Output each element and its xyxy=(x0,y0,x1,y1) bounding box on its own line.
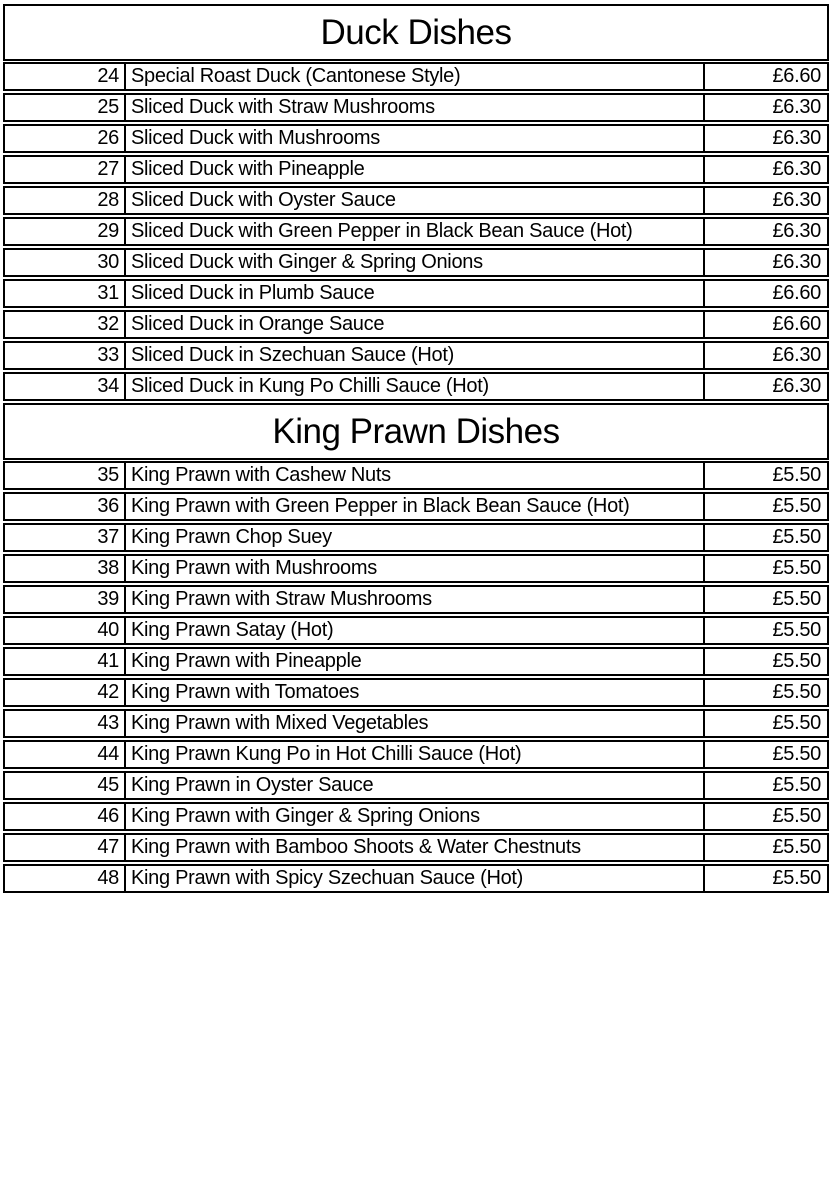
menu-item-row xyxy=(3,310,829,339)
item-number: 45 xyxy=(5,773,126,798)
item-name: King Prawn in Oyster Sauce xyxy=(131,774,374,796)
item-number: 33 xyxy=(5,343,126,368)
item-name: King Prawn Kung Po in Hot Chilli Sauce (Hot) xyxy=(131,743,522,765)
item-price: £6.30 xyxy=(703,343,827,368)
item-price: £5.50 xyxy=(703,711,827,736)
menu-item-row xyxy=(3,248,829,277)
item-number: 28 xyxy=(5,188,126,213)
item-number: 34 xyxy=(5,374,126,399)
item-number: 46 xyxy=(5,804,126,829)
item-price: £6.60 xyxy=(703,64,827,89)
menu-item-row xyxy=(3,217,829,246)
item-number: 40 xyxy=(5,618,126,643)
menu-item-row xyxy=(3,771,829,800)
section-title: Duck Dishes xyxy=(3,4,829,61)
item-name: King Prawn with Pineapple xyxy=(131,650,362,672)
item-number: 48 xyxy=(5,866,126,891)
menu-item-row xyxy=(3,93,829,122)
item-name: Special Roast Duck (Cantonese Style) xyxy=(131,65,461,87)
item-name: Sliced Duck with Straw Mushrooms xyxy=(131,96,435,118)
menu-section xyxy=(3,403,829,893)
item-price: £6.30 xyxy=(703,95,827,120)
menu-item-row xyxy=(3,802,829,831)
item-name: King Prawn with Mixed Vegetables xyxy=(131,712,429,734)
item-number: 32 xyxy=(5,312,126,337)
menu-item-row xyxy=(3,186,829,215)
menu-item-row xyxy=(3,341,829,370)
item-name: Sliced Duck in Kung Po Chilli Sauce (Hot) xyxy=(131,375,489,397)
menu-item-row xyxy=(3,62,829,91)
item-number: 47 xyxy=(5,835,126,860)
menu-item-row xyxy=(3,647,829,676)
menu-item-row xyxy=(3,709,829,738)
item-number: 31 xyxy=(5,281,126,306)
item-name: Sliced Duck in Szechuan Sauce (Hot) xyxy=(131,344,454,366)
menu-item-row xyxy=(3,492,829,521)
item-price: £5.50 xyxy=(703,494,827,519)
item-price: £5.50 xyxy=(703,556,827,581)
item-number: 25 xyxy=(5,95,126,120)
item-name: Sliced Duck with Green Pepper in Black Bean Sauce (Hot) xyxy=(131,220,633,242)
item-price: £5.50 xyxy=(703,463,827,488)
item-price: £5.50 xyxy=(703,835,827,860)
menu-item-row xyxy=(3,864,829,893)
item-price: £6.60 xyxy=(703,281,827,306)
item-name: King Prawn Satay (Hot) xyxy=(131,619,334,641)
item-price: £5.50 xyxy=(703,804,827,829)
item-name: King Prawn Chop Suey xyxy=(131,526,332,548)
item-name: King Prawn with Cashew Nuts xyxy=(131,464,391,486)
item-number: 39 xyxy=(5,587,126,612)
menu-item-row xyxy=(3,124,829,153)
item-number: 41 xyxy=(5,649,126,674)
menu-item-row xyxy=(3,616,829,645)
item-number: 24 xyxy=(5,64,126,89)
menu-item-row xyxy=(3,740,829,769)
menu-item-row xyxy=(3,585,829,614)
item-price: £6.30 xyxy=(703,157,827,182)
item-number: 26 xyxy=(5,126,126,151)
item-number: 44 xyxy=(5,742,126,767)
item-name: King Prawn with Mushrooms xyxy=(131,557,377,579)
item-price: £6.30 xyxy=(703,250,827,275)
item-number: 35 xyxy=(5,463,126,488)
menu-item-row xyxy=(3,833,829,862)
item-name: King Prawn with Bamboo Shoots & Water Chestnuts xyxy=(131,836,581,858)
item-price: £6.30 xyxy=(703,219,827,244)
item-number: 43 xyxy=(5,711,126,736)
item-name: Sliced Duck with Pineapple xyxy=(131,158,365,180)
item-number: 29 xyxy=(5,219,126,244)
item-price: £5.50 xyxy=(703,773,827,798)
item-name: King Prawn with Green Pepper in Black Bean Sauce (Hot) xyxy=(131,495,630,517)
item-name: King Prawn with Spicy Szechuan Sauce (Hot) xyxy=(131,867,524,889)
item-name: Sliced Duck in Plumb Sauce xyxy=(131,282,375,304)
item-price: £5.50 xyxy=(703,587,827,612)
section-title: King Prawn Dishes xyxy=(3,403,829,460)
item-number: 37 xyxy=(5,525,126,550)
item-name: Sliced Duck in Orange Sauce xyxy=(131,313,385,335)
item-number: 27 xyxy=(5,157,126,182)
menu-item-row xyxy=(3,523,829,552)
item-price: £6.30 xyxy=(703,188,827,213)
item-name: Sliced Duck with Ginger & Spring Onions xyxy=(131,251,483,273)
item-price: £6.30 xyxy=(703,126,827,151)
item-number: 36 xyxy=(5,494,126,519)
menu-item-row xyxy=(3,279,829,308)
menu-item-row xyxy=(3,678,829,707)
item-price: £5.50 xyxy=(703,618,827,643)
item-number: 42 xyxy=(5,680,126,705)
menu-document xyxy=(3,4,829,895)
item-name: King Prawn with Ginger & Spring Onions xyxy=(131,805,480,827)
item-number: 38 xyxy=(5,556,126,581)
item-price: £5.50 xyxy=(703,525,827,550)
item-number: 30 xyxy=(5,250,126,275)
menu-item-row xyxy=(3,155,829,184)
menu-item-row xyxy=(3,554,829,583)
item-name: Sliced Duck with Oyster Sauce xyxy=(131,189,396,211)
item-price: £5.50 xyxy=(703,866,827,891)
item-price: £6.30 xyxy=(703,374,827,399)
item-price: £6.60 xyxy=(703,312,827,337)
section-rows xyxy=(3,62,829,401)
menu-item-row xyxy=(3,461,829,490)
item-name: Sliced Duck with Mushrooms xyxy=(131,127,380,149)
item-name: King Prawn with Tomatoes xyxy=(131,681,360,703)
item-price: £5.50 xyxy=(703,742,827,767)
section-rows xyxy=(3,461,829,893)
item-name: King Prawn with Straw Mushrooms xyxy=(131,588,432,610)
menu-section xyxy=(3,4,829,401)
item-price: £5.50 xyxy=(703,649,827,674)
menu-item-row xyxy=(3,372,829,401)
item-price: £5.50 xyxy=(703,680,827,705)
